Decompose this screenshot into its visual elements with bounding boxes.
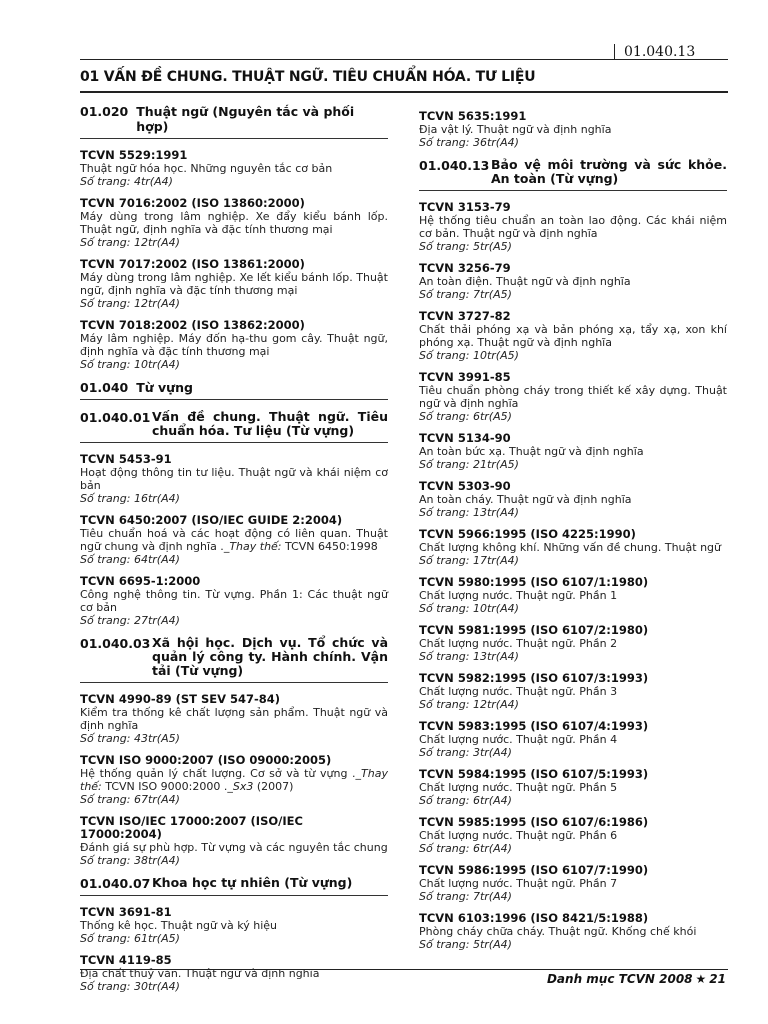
standard-title: Máy dùng trong lâm nghiệp. Xe đẩy kiểu bánh lốp. Thuật ngữ, định nghĩa và đặc tính thương mại — [80, 210, 388, 236]
replace-label: _Thay thế: — [80, 767, 388, 793]
standard-code: TCVN 4119-85 — [80, 953, 172, 967]
standard-title: Máy lâm nghiệp. Máy đốn hạ-thu gom cây. Thuật ngữ, định nghĩa và đặc tính thương mại — [80, 332, 388, 358]
page-count: Số trang: 6tr(A4) — [419, 842, 512, 855]
page-count: Số trang: 5tr(A5) — [419, 240, 512, 253]
standard-title: Hoạt động thông tin tư liệu. Thuật ngữ và khái niệm cơ bản — [80, 466, 388, 492]
subsection-code: 01.040.01 — [80, 410, 151, 425]
standard-code: TCVN 5980:1995 (ISO 6107/1:1980) — [419, 575, 649, 589]
standard-entry — [419, 672, 727, 711]
standard-code: TCVN 6450:2007 (ISO/IEC GUIDE 2:2004) — [80, 513, 343, 527]
standard-code: TCVN 3153-79 — [419, 200, 511, 214]
standard-title: An toàn cháy. Thuật ngữ và định nghĩa — [419, 493, 632, 506]
standard-code: TCVN ISO/IEC 17000:2007 (ISO/IEC 17000:2004) — [80, 814, 303, 841]
chapter-rule — [80, 91, 728, 93]
standard-entry — [419, 816, 727, 855]
standard-code: TCVN 6103:1996 (ISO 8421/5:1988) — [419, 911, 649, 925]
standard-title: Tiêu chuẩn phòng cháy trong thiết kế xây dựng. Thuật ngữ và định nghĩa — [419, 384, 727, 410]
page-count: Số trang: 21tr(A5) — [419, 458, 519, 471]
standard-entry — [80, 815, 388, 867]
page-count: Số trang: 30tr(A4) — [80, 980, 180, 993]
header-divider — [614, 44, 615, 60]
page-count: Số trang: 6tr(A5) — [419, 410, 512, 423]
standard-title: Chất lượng nước. Thuật ngữ. Phần 2 — [419, 637, 618, 650]
page-number: 21 — [709, 972, 726, 986]
standard-title: Phòng cháy chữa cháy. Thuật ngữ. Khống chế khói — [419, 925, 697, 938]
standard-title: Địa chất thuỷ văn. Thuật ngữ và định nghĩa — [80, 967, 320, 980]
page-count: Số trang: 12tr(A4) — [419, 698, 519, 711]
subsection-name: Vấn đề chung. Thuật ngữ. Tiêu chuẩn hóa. Tư liệu (Từ vựng) — [152, 409, 388, 438]
standard-entry — [419, 262, 727, 301]
section-heading — [80, 104, 388, 134]
right-column — [419, 110, 727, 960]
standard-code: TCVN 5986:1995 (ISO 6107/7:1990) — [419, 863, 649, 877]
page-count: Số trang: 6tr(A4) — [419, 794, 512, 807]
reprint-value: (2007) — [253, 780, 294, 793]
header-rule — [80, 59, 728, 60]
standard-entry — [419, 576, 727, 615]
page-count: Số trang: 13tr(A4) — [419, 650, 519, 663]
standard-title: Hệ thống tiêu chuẩn an toàn lao động. Các khái niệm cơ bản. Thuật ngữ và định nghĩa — [419, 214, 727, 240]
standard-title: Thống kê học. Thuật ngữ và ký hiệu — [80, 919, 277, 932]
page-count: Số trang: 27tr(A4) — [80, 614, 180, 627]
standard-title: Đánh giá sự phù hợp. Từ vựng và các nguyên tắc chung — [80, 841, 388, 854]
standard-entry — [419, 720, 727, 759]
standard-title: An toàn điện. Thuật ngữ và định nghĩa — [419, 275, 631, 288]
standard-title: Chất lượng không khí. Những vấn đề chung. Thuật ngữ — [419, 541, 721, 554]
page-count: Số trang: 17tr(A4) — [419, 554, 519, 567]
section-code: 01.020 — [80, 104, 129, 119]
section-rule — [80, 682, 388, 683]
standard-title — [80, 527, 388, 553]
standard-title: Thuật ngữ hóa học. Những nguyên tắc cơ bản — [80, 162, 333, 175]
standard-entry — [419, 310, 727, 362]
section-name: Thuật ngữ (Nguyên tắc và phối hợp) — [136, 104, 355, 134]
section-rule — [80, 399, 388, 400]
standard-entry — [419, 528, 727, 567]
standard-title: Chất lượng nước. Thuật ngữ. Phần 7 — [419, 877, 618, 890]
footer — [547, 972, 726, 986]
standard-code: TCVN 4990-89 (ST SEV 547-84) — [80, 692, 281, 706]
standard-title: Chất lượng nước. Thuật ngữ. Phần 6 — [419, 829, 618, 842]
standard-entry — [80, 906, 388, 945]
standard-code: TCVN 3691-81 — [80, 905, 172, 919]
standard-entry — [80, 575, 388, 627]
standard-entry — [419, 624, 727, 663]
standard-code: TCVN 3256-79 — [419, 261, 511, 275]
subsection-name: Bảo vệ môi trường và sức khỏe. An toàn (Từ vựng) — [491, 157, 727, 186]
standard-entry — [80, 319, 388, 371]
reprint-label: _Sx3 — [227, 780, 254, 793]
left-column — [80, 100, 388, 1002]
page-count: Số trang: 13tr(A4) — [419, 506, 519, 519]
section-code: 01.040 — [80, 380, 129, 395]
section-name: Từ vựng — [136, 380, 193, 395]
subsection-code: 01.040.03 — [80, 636, 151, 651]
standard-title: An toàn bức xạ. Thuật ngữ và định nghĩa — [419, 445, 644, 458]
standard-code: TCVN 5985:1995 (ISO 6107/6:1986) — [419, 815, 649, 829]
replace-value: TCVN 6450:1998 — [281, 540, 378, 553]
page-count: Số trang: 36tr(A4) — [419, 136, 519, 149]
standard-code: TCVN 6695-1:2000 — [80, 574, 201, 588]
standard-entry — [419, 480, 727, 519]
standard-entry — [419, 912, 727, 951]
standard-code: TCVN 5635:1991 — [419, 109, 527, 123]
page-count: Số trang: 16tr(A4) — [80, 492, 180, 505]
standard-entry — [419, 864, 727, 903]
standard-entry — [80, 258, 388, 310]
section-rule — [80, 138, 388, 139]
standard-title: Máy dùng trong lâm nghiệp. Xe lết kiểu bánh lốp. Thuật ngữ, định nghĩa và đặc tính thương mại — [80, 271, 388, 297]
standard-entry — [419, 768, 727, 807]
standard-entry — [80, 149, 388, 188]
standard-entry — [80, 754, 388, 806]
chapter-title: 01 VẤN ĐỀ CHUNG. THUẬT NGỮ. TIÊU CHUẨN HÓA. TƯ LIỆU — [80, 69, 536, 85]
page-count: Số trang: 7tr(A4) — [419, 890, 512, 903]
standard-code: TCVN 7018:2002 (ISO 13862:2000) — [80, 318, 305, 332]
standard-code: TCVN 5134-90 — [419, 431, 511, 445]
standard-title: Địa vật lý. Thuật ngữ và định nghĩa — [419, 123, 612, 136]
title-text: Hệ thống quản lý chất lượng. Cơ sở và từ vựng . — [80, 767, 356, 780]
standard-code: TCVN 5983:1995 (ISO 6107/4:1993) — [419, 719, 649, 733]
page-count: Số trang: 12tr(A4) — [80, 297, 180, 310]
page-count: Số trang: 67tr(A4) — [80, 793, 180, 806]
standard-title: Công nghệ thông tin. Từ vựng. Phần 1: Các thuật ngữ cơ bản — [80, 588, 388, 614]
page-count: Số trang: 10tr(A4) — [80, 358, 180, 371]
standard-title — [80, 767, 388, 793]
standard-code: TCVN 5984:1995 (ISO 6107/5:1993) — [419, 767, 649, 781]
standard-entry — [419, 432, 727, 471]
standard-title: Chất lượng nước. Thuật ngữ. Phần 1 — [419, 589, 618, 602]
standard-entry — [419, 371, 727, 423]
standard-entry — [419, 201, 727, 253]
page-count: Số trang: 43tr(A5) — [80, 732, 180, 745]
replace-label: _Thay thế: — [223, 540, 282, 553]
standard-code: TCVN 5303-90 — [419, 479, 511, 493]
standard-code: TCVN 5453-91 — [80, 452, 172, 466]
standard-entry — [80, 197, 388, 249]
standard-code: TCVN 3727-82 — [419, 309, 511, 323]
title-text: Tiêu chuẩn hoá và các hoạt động có liên quan. Thuật ngữ chung và định nghĩa . — [80, 527, 388, 553]
subsection-heading — [80, 410, 388, 438]
section-heading — [80, 380, 388, 395]
subsection-heading — [419, 158, 727, 186]
page-count: Số trang: 38tr(A4) — [80, 854, 180, 867]
standard-title: Kiểm tra thống kê chất lượng sản phẩm. Thuật ngữ và định nghĩa — [80, 706, 388, 732]
standard-code: TCVN 5966:1995 (ISO 4225:1990) — [419, 527, 636, 541]
subsection-code: 01.040.07 — [80, 876, 151, 891]
standard-code: TCVN 5981:1995 (ISO 6107/2:1980) — [419, 623, 649, 637]
standard-title: Chất lượng nước. Thuật ngữ. Phần 5 — [419, 781, 618, 794]
page-count: Số trang: 10tr(A4) — [419, 602, 519, 615]
section-rule — [419, 190, 727, 191]
standard-entry — [419, 110, 727, 149]
standard-entry — [80, 954, 388, 993]
page-count: Số trang: 3tr(A4) — [419, 746, 512, 759]
subsection-heading — [80, 876, 388, 891]
standard-code: TCVN 7017:2002 (ISO 13861:2000) — [80, 257, 305, 271]
footer-rule — [80, 969, 728, 970]
subsection-name: Xã hội học. Dịch vụ. Tổ chức và quản lý công ty. Hành chính. Vận tải (Từ vựng) — [152, 635, 388, 678]
standard-entry — [80, 514, 388, 566]
standard-code: TCVN 5982:1995 (ISO 6107/3:1993) — [419, 671, 649, 685]
page-count: Số trang: 5tr(A4) — [419, 938, 512, 951]
standard-entry — [80, 453, 388, 505]
page-count: Số trang: 64tr(A4) — [80, 553, 180, 566]
page-count: Số trang: 10tr(A5) — [419, 349, 519, 362]
standard-code: TCVN 7016:2002 (ISO 13860:2000) — [80, 196, 305, 210]
replace-value: TCVN ISO 9000:2000 . — [101, 780, 228, 793]
page-count: Số trang: 7tr(A5) — [419, 288, 512, 301]
page-count: Số trang: 12tr(A4) — [80, 236, 180, 249]
section-rule — [80, 442, 388, 443]
page-count: Số trang: 4tr(A4) — [80, 175, 173, 188]
standard-title: Chất thải phóng xạ và bản phóng xạ, tẩy xạ, xon khí phóng xạ. Thuật ngữ và định nghĩa — [419, 323, 727, 349]
subsection-code: 01.040.13 — [419, 158, 490, 173]
standard-code: TCVN 3991-85 — [419, 370, 511, 384]
standard-title: Chất lượng nước. Thuật ngữ. Phần 4 — [419, 733, 618, 746]
standard-title: Chất lượng nước. Thuật ngữ. Phần 3 — [419, 685, 618, 698]
footer-title: Danh mục TCVN 2008 — [546, 972, 693, 986]
subsection-heading — [80, 636, 388, 678]
standard-entry — [80, 693, 388, 745]
standard-code: TCVN 5529:1991 — [80, 148, 188, 162]
section-rule — [80, 895, 388, 896]
subsection-name: Khoa học tự nhiên (Từ vựng) — [152, 875, 353, 890]
star-icon: ★ — [695, 972, 707, 986]
standard-code: TCVN ISO 9000:2007 (ISO 09000:2005) — [80, 753, 332, 767]
header-section-code: 01.040.13 — [624, 44, 696, 60]
page-count: Số trang: 61tr(A5) — [80, 932, 180, 945]
